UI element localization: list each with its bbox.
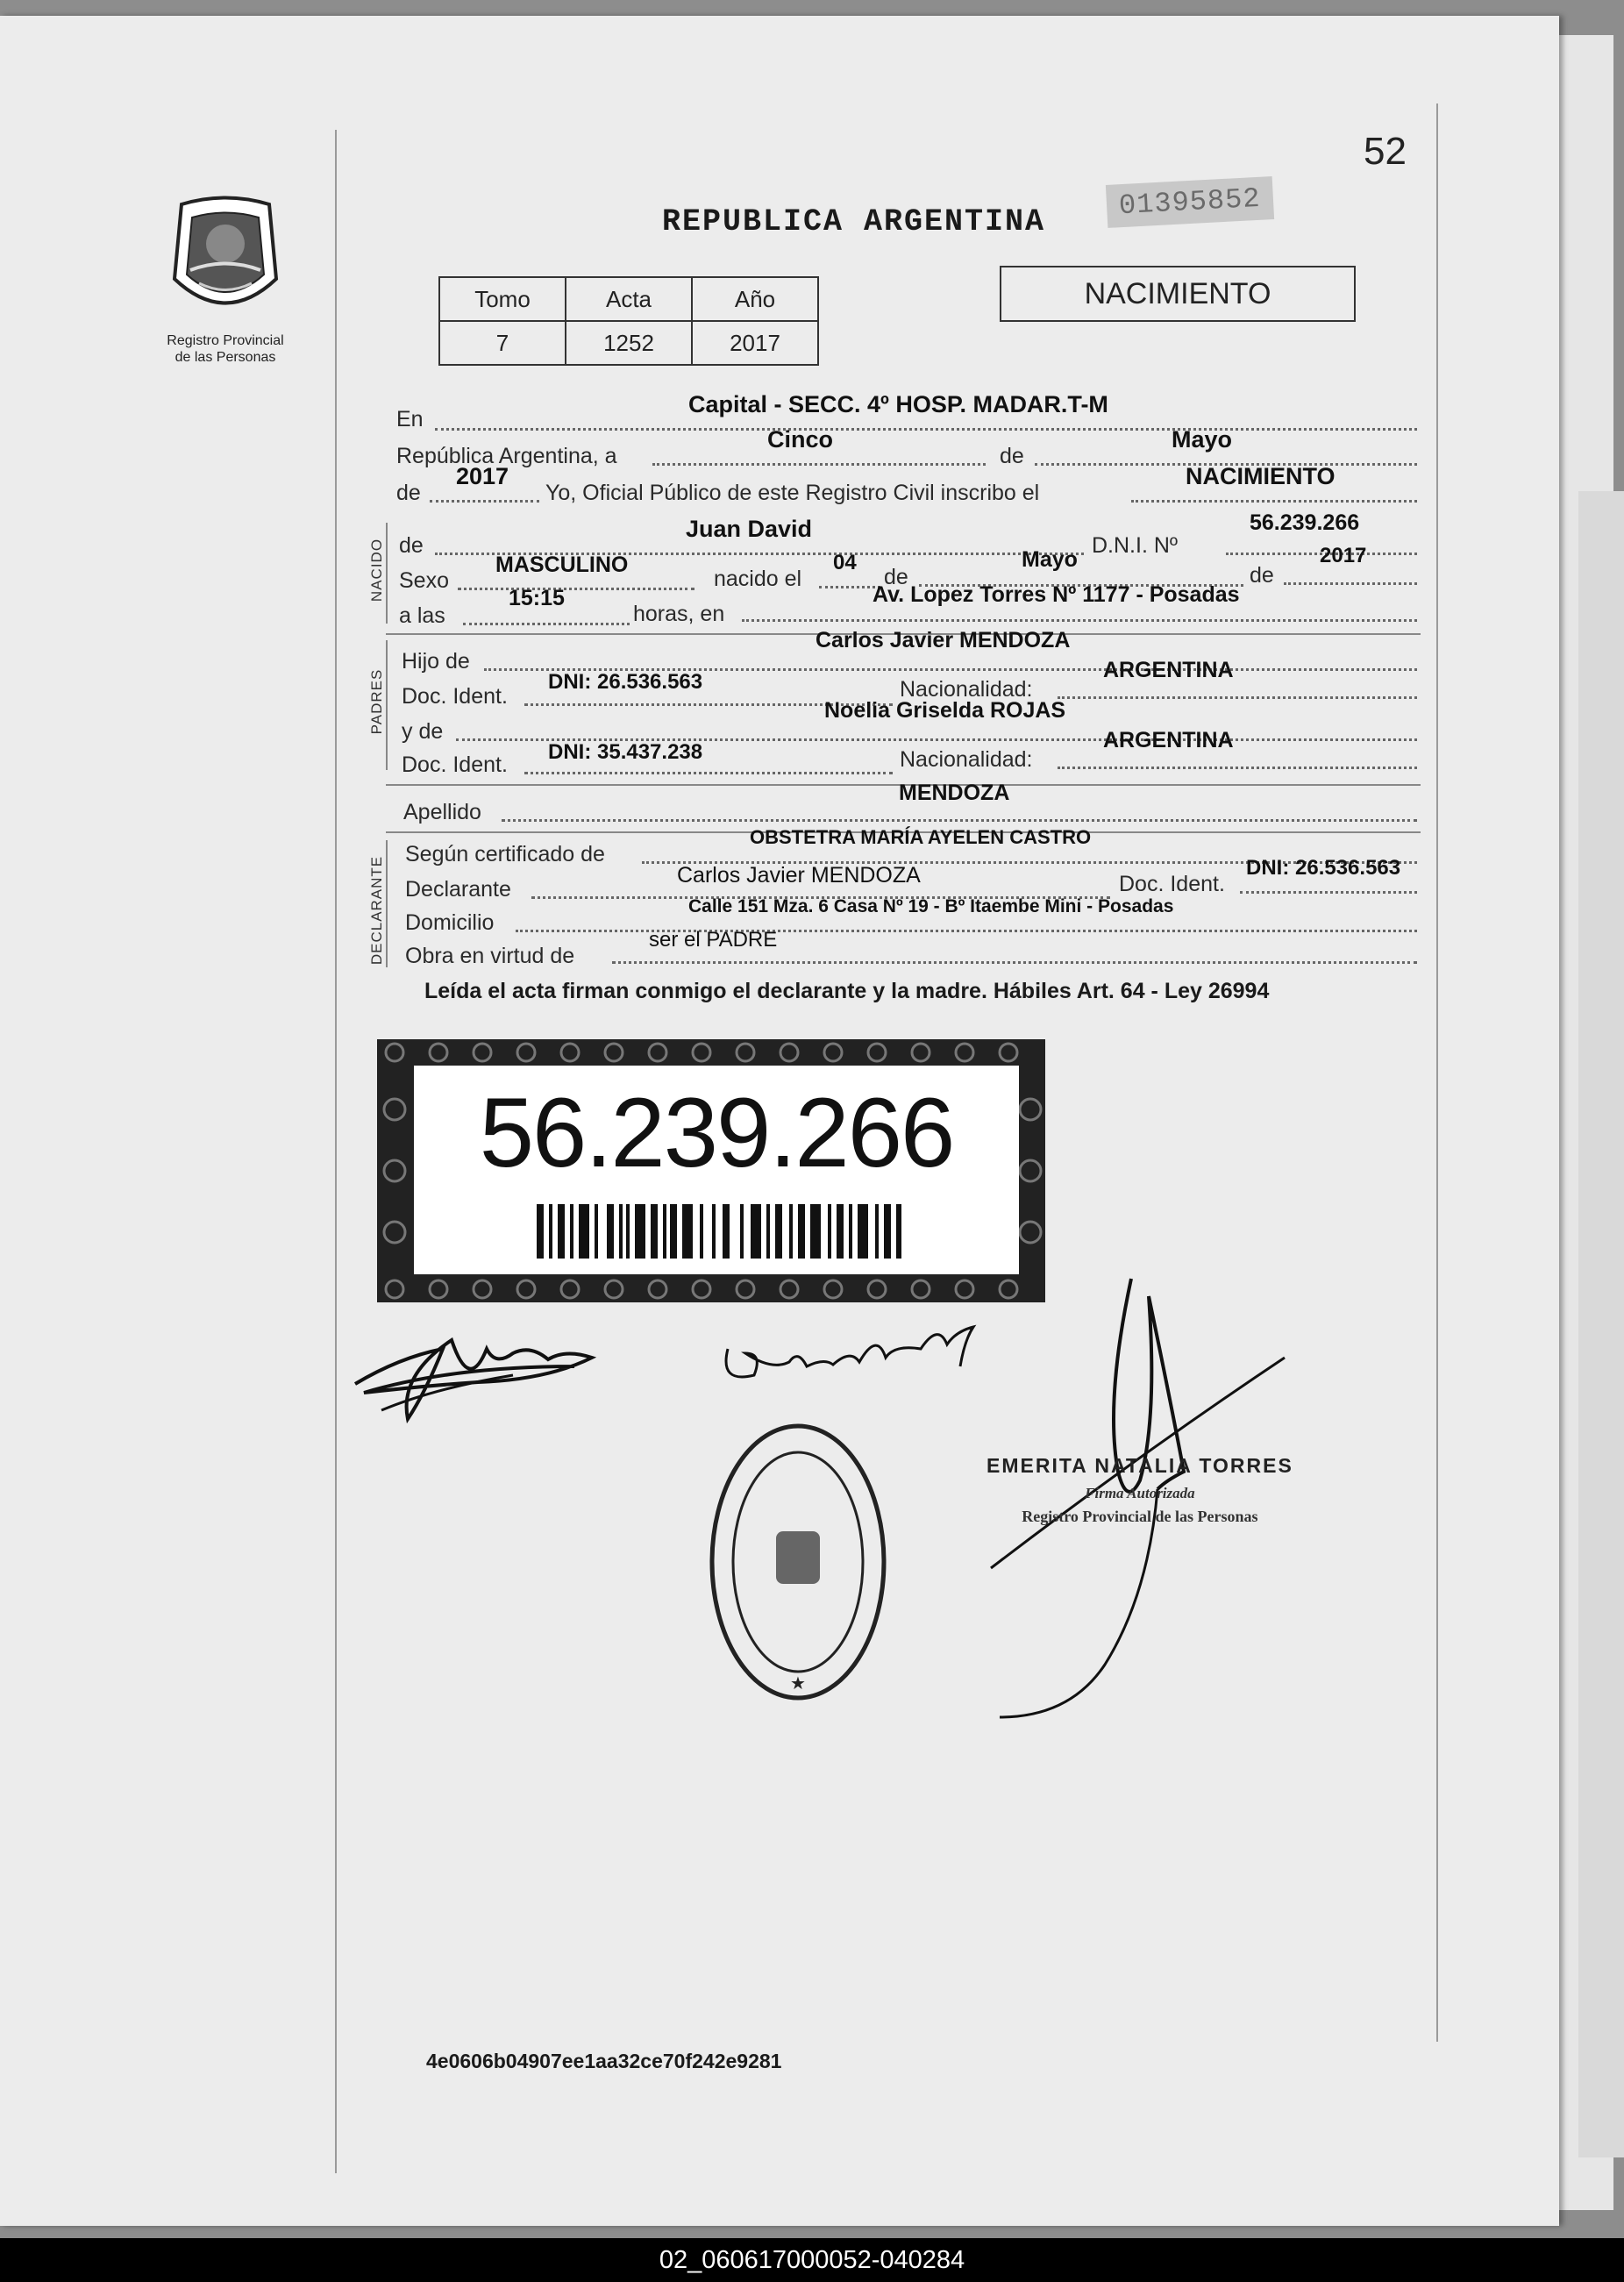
dotted-line (1058, 767, 1417, 769)
section-divider (386, 840, 388, 967)
field-mother: Noelia Griselda ROJAS (824, 698, 1066, 723)
field-father-nationality: ARGENTINA (1103, 658, 1234, 682)
dotted-line (1240, 891, 1417, 894)
field-name: Juan David (686, 516, 813, 542)
label-a-las: a las (399, 603, 445, 628)
official-name: EMERITA NATALIA TORRES (987, 1454, 1293, 1477)
record-type-box: NACIMIENTO (1000, 266, 1356, 322)
field-certificate-by: OBSTETRA MARÍA AYELEN CASTRO (750, 826, 1092, 848)
label-doc-ident-3: Doc. Ident. (1119, 872, 1225, 896)
footer-id: 02_060617000052-040284 (0, 2238, 1624, 2282)
page-number: 52 (1364, 130, 1407, 173)
dotted-line (652, 463, 986, 466)
serial-number: 01395852 (1106, 176, 1274, 228)
field-month: Mayo (1172, 426, 1233, 453)
register-table (438, 276, 819, 366)
label-republica: República Argentina, a (396, 444, 617, 468)
field-father-doc: DNI: 26.536.563 (548, 670, 703, 694)
field-birth-year: 2017 (1320, 544, 1367, 567)
left-margin-rule (335, 130, 337, 2173)
label-doc-ident-2: Doc. Ident. (402, 752, 508, 777)
closing-statement: Leída el acta firman conmigo el declarante y la madre. Hábiles Art. 64 - Ley 26994 (424, 979, 1270, 1003)
label-nacionalidad-2: Nacionalidad: (900, 747, 1033, 772)
label-de: de (1000, 444, 1024, 468)
label-apellido: Apellido (403, 800, 481, 824)
col-header-tomo: Tomo (439, 277, 566, 321)
registry-logo (160, 196, 291, 366)
col-header-ano: Año (692, 277, 818, 321)
field-father: Carlos Javier MENDOZA (816, 628, 1071, 653)
label-de-year-2: de (1250, 563, 1274, 588)
side-label-declarante: DECLARANTE (368, 855, 385, 966)
field-dni: 56.239.266 (1250, 510, 1360, 535)
cell-ano: 2017 (692, 321, 818, 365)
document-title: REPUBLICA ARGENTINA (662, 204, 1046, 239)
label-declarante: Declarante (405, 877, 511, 902)
label-de-year: de (396, 481, 421, 505)
label-segun: Según certificado de (405, 842, 605, 866)
label-de-name: de (399, 533, 424, 558)
dotted-line (502, 819, 1417, 822)
dotted-line (612, 961, 1417, 964)
field-year: 2017 (456, 463, 509, 489)
mother-signature (710, 1305, 1008, 1410)
label-hijo-de: Hijo de (402, 649, 470, 674)
cell-acta: 1252 (566, 321, 692, 365)
dotted-line (1284, 582, 1417, 585)
dni-sticker-number: 56.239.266 (479, 1078, 954, 1187)
field-address: Calle 151 Mza. 6 Casa Nº 19 - Bº Itaembe Mini - Posadas (688, 896, 1174, 916)
official-title: Firma Autorizada (1085, 1485, 1195, 1501)
svg-text:★: ★ (790, 1674, 806, 1694)
document-hash: 4e0606b04907ee1aa32ce70f242e9281 (426, 2050, 782, 2072)
cell-tomo: 7 (439, 321, 566, 365)
label-doc-ident: Doc. Ident. (402, 684, 508, 709)
barcode-icon (537, 1204, 905, 1259)
document-page (0, 16, 1559, 2226)
underlying-sheet-edge (1578, 491, 1624, 2157)
label-obra: Obra en virtud de (405, 944, 575, 968)
label-en: En (396, 407, 424, 431)
dni-label (414, 1066, 1019, 1274)
dotted-line (1058, 696, 1417, 699)
dotted-line (430, 500, 539, 503)
field-birth-day: 04 (833, 551, 857, 574)
official-registry: Registro Provincial de las Personas (1022, 1508, 1258, 1525)
label-nacido-el: nacido el (714, 567, 802, 591)
col-header-acta: Acta (566, 277, 692, 321)
field-declarant-doc: DNI: 26.536.563 (1246, 856, 1401, 880)
label-de-month: de (884, 565, 908, 589)
dotted-line (463, 623, 630, 625)
field-act: NACIMIENTO (1186, 463, 1336, 489)
section-divider (386, 640, 388, 770)
logo-caption-2: de las Personas (175, 350, 276, 365)
field-by-virtue: ser el PADRE (649, 928, 778, 952)
right-margin-rule (1436, 103, 1438, 2042)
dotted-line (458, 588, 694, 590)
label-sexo: Sexo (399, 568, 449, 593)
label-horas-en: horas, en (633, 602, 725, 626)
dotted-line (1131, 500, 1417, 503)
field-time: 15:15 (509, 586, 565, 610)
official-block (987, 1454, 1293, 1526)
label-domicilio: Domicilio (405, 910, 495, 935)
field-mother-nationality: ARGENTINA (1103, 728, 1234, 752)
registry-stamp (706, 1417, 890, 1707)
dotted-line (819, 586, 880, 588)
field-place: Capital - SECC. 4º HOSP. MADAR.T-M (688, 391, 1108, 417)
field-day: Cinco (767, 426, 834, 453)
field-sex: MASCULINO (495, 553, 629, 577)
declarant-signature (346, 1305, 609, 1437)
field-birth-month: Mayo (1022, 547, 1078, 572)
side-label-padres: PADRES (368, 668, 385, 735)
label-yo: Yo, Oficial Público de este Registro Civil inscribo el (545, 481, 1040, 505)
province-seal-icon (164, 196, 287, 327)
dotted-line (742, 619, 1417, 622)
field-birth-place: Av. Lopez Torres Nº 1177 - Posadas (873, 582, 1240, 607)
label-y-de: y de (402, 719, 444, 744)
label-dni: D.N.I. Nº (1092, 533, 1179, 558)
field-declarant: Carlos Javier MENDOZA (677, 863, 921, 888)
label-nacionalidad: Nacionalidad: (900, 677, 1033, 702)
logo-caption-1: Registro Provincial (167, 333, 284, 348)
dni-sticker (377, 1039, 1045, 1302)
field-mother-doc: DNI: 35.437.238 (548, 740, 703, 764)
section-divider (386, 523, 388, 624)
dotted-line (524, 772, 893, 774)
side-label-nacido: NACIDO (368, 538, 385, 603)
field-surname: MENDOZA (899, 781, 1010, 805)
dotted-line (435, 428, 1417, 431)
